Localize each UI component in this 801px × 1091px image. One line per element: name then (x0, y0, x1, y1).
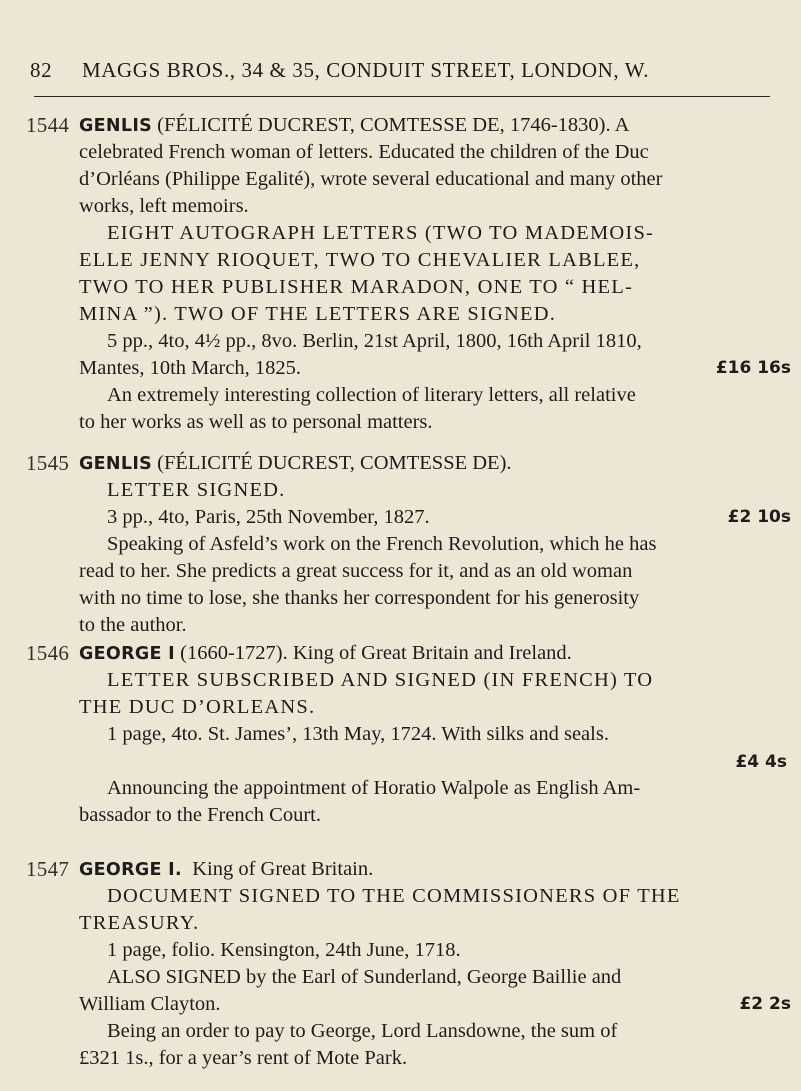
note-line: Speaking of Asfeld’s work on the French Revolution, which he has (107, 533, 657, 555)
lot-name: GENLIS (79, 116, 153, 136)
also-signed-line: ALSO SIGNED by the Earl of Sunderland, George Baillie and (107, 966, 622, 988)
header-rule (34, 96, 770, 97)
note-line: £321 1s., for a year’s rent of Mote Park. (79, 1047, 408, 1069)
item-title-line: LETTER SIGNED. (107, 479, 286, 501)
lot-description: King of Great Britain. (192, 858, 374, 880)
item-detail-line: 5 pp., 4to, 4½ pp., 8vo. Berlin, 21st April, 1800, 16th April 1810, (107, 330, 642, 352)
lot-name: GENLIS (79, 454, 153, 474)
item-title-line: THE DUC D’ORLEANS. (79, 696, 316, 718)
note-line: An extremely interesting collection of literary letters, all relative (107, 384, 636, 406)
page-header (30, 58, 770, 83)
lot-description: (FÉLICITÉ DUCREST, COMTESSE DE). (157, 452, 512, 474)
page-number: 82 (30, 58, 53, 82)
item-detail-line: 1 page, folio. Kensington, 24th June, 1718. (107, 939, 461, 961)
lot-number: 1544 (26, 113, 70, 137)
note-line: bassador to the French Court. (79, 804, 321, 826)
lot-name: GEORGE I (79, 644, 175, 664)
lot-number: 1546 (26, 641, 70, 665)
lot-price: £2 2s (739, 994, 791, 1014)
lot-number: 1545 (26, 451, 70, 475)
note-line: Announcing the appointment of Horatio Walpole as English Am- (107, 777, 641, 799)
lot-description: (FÉLICITÉ DUCREST, COMTESSE DE, 1746-1830). A (157, 114, 630, 136)
item-title-line: LETTER SUBSCRIBED AND SIGNED (IN FRENCH) TO (107, 669, 654, 691)
item-title-line: TWO TO HER PUBLISHER MARADON, ONE TO “ HEL- (79, 276, 634, 298)
lot-description: (1660-1727). King of Great Britain and Ireland. (180, 642, 572, 664)
publisher-line: MAGGS BROS., 34 & 35, CONDUIT STREET, LONDON, W. (82, 58, 650, 82)
item-detail-line: 1 page, 4to. St. James’, 13th May, 1724. With silks and seals. (107, 723, 609, 745)
note-line: with no time to lose, she thanks her correspondent for his generosity (79, 587, 640, 609)
lot-price: £2 10s (727, 507, 791, 527)
note-line: to the author. (79, 614, 187, 636)
lot-price: £4 4s (735, 752, 787, 772)
lot-name: GEORGE I. (79, 860, 182, 880)
description-line: celebrated French woman of letters. Educated the children of the Duc (79, 141, 649, 163)
lot-price: £16 16s (715, 358, 791, 378)
note-line: Being an order to pay to George, Lord Lansdowne, the sum of (107, 1020, 618, 1042)
note-line: to her works as well as to personal matters. (79, 411, 433, 433)
description-line: d’Orléans (Philippe Egalité), wrote several educational and many other (79, 168, 663, 190)
item-detail-line: Mantes, 10th March, 1825. (79, 357, 302, 379)
item-title-line: DOCUMENT SIGNED TO THE COMMISSIONERS OF THE (107, 885, 681, 907)
also-signed-line: William Clayton. (79, 993, 221, 1015)
description-line: works, left memoirs. (79, 195, 249, 217)
item-title-line: ELLE JENNY RIOQUET, TWO TO CHEVALIER LABLEE, (79, 249, 641, 271)
lot-number: 1547 (26, 857, 70, 881)
item-title-line: TREASURY. (79, 912, 200, 934)
item-title-line: MINA ”). TWO OF THE LETTERS ARE SIGNED. (79, 303, 557, 325)
item-detail-line: 3 pp., 4to, Paris, 25th November, 1827. (107, 506, 430, 528)
note-line: read to her. She predicts a great success for it, and as an old woman (79, 560, 633, 582)
item-title-line: EIGHT AUTOGRAPH LETTERS (TWO TO MADEMOIS- (107, 222, 655, 244)
